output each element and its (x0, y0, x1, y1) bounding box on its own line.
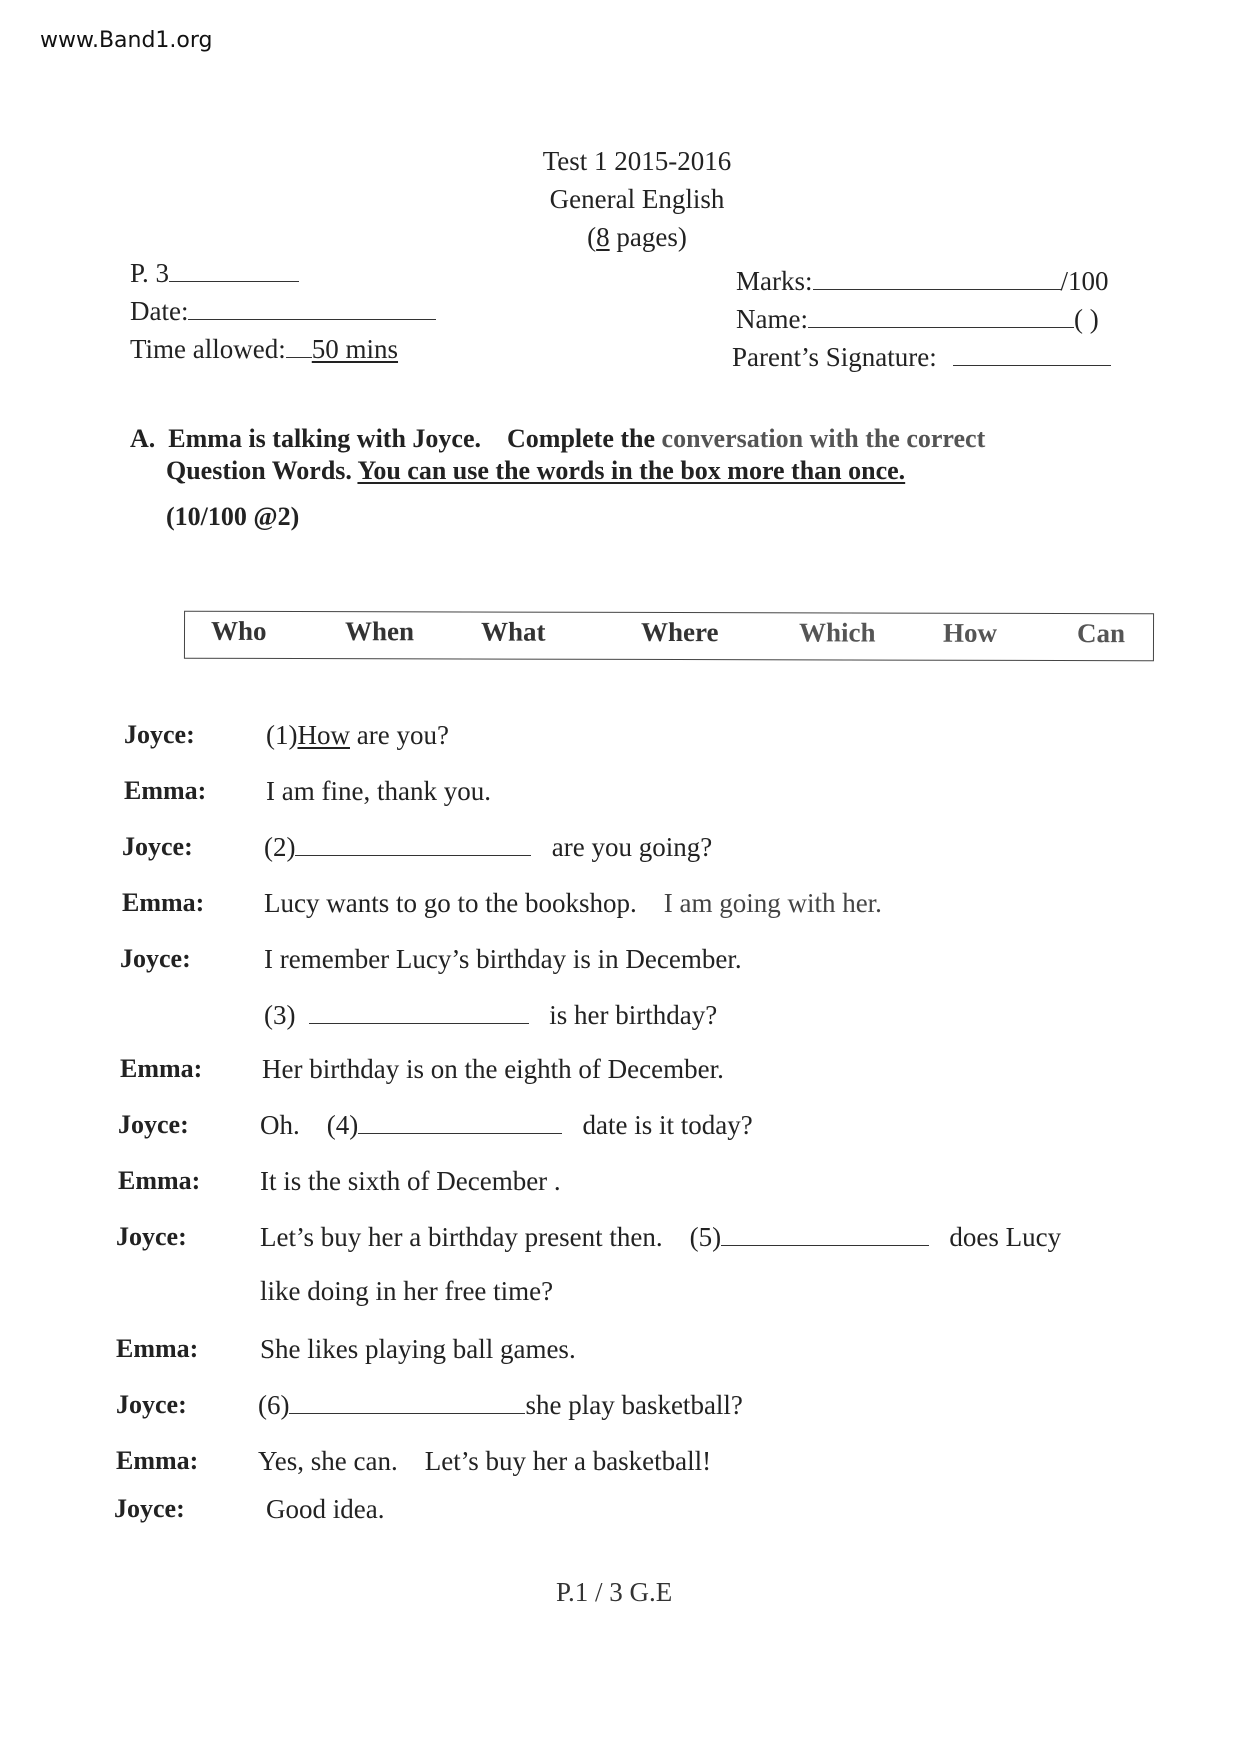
name-field (736, 304, 1099, 335)
section-a-marks: (10/100 @2) (166, 502, 300, 531)
answer-blank-6[interactable] (289, 1393, 525, 1414)
page-footer: P.1 / 3 G.E (556, 1577, 673, 1607)
answer-blank-4[interactable] (358, 1113, 562, 1134)
dialogue-line-8 (118, 1110, 753, 1140)
date-blank[interactable] (188, 297, 436, 320)
line-rest: are you going? (551, 832, 713, 862)
instruction-2: Complete the (507, 424, 656, 453)
question-number: (5) (689, 1222, 722, 1252)
time-field (130, 334, 398, 365)
word-how: How (942, 617, 998, 648)
line-text (264, 832, 712, 863)
sentence-2: I am going with her. (663, 888, 882, 918)
time-value: 50 mins (311, 334, 399, 364)
question-number: (3) (264, 1000, 296, 1030)
line-rest: date is it today? (582, 1110, 753, 1140)
signature-field (732, 342, 1111, 373)
section-letter: A. (130, 424, 156, 453)
line-rest: is her birthday? (549, 1000, 718, 1030)
date-label: Date: (130, 296, 189, 326)
dialogue-line-10 (116, 1222, 1062, 1306)
word-can: Can (1076, 618, 1126, 649)
website-watermark: www.Band1.org (40, 28, 213, 53)
instruction-3: conversation with the correct (661, 424, 986, 453)
dialogue-line-9 (118, 1166, 561, 1196)
class-blank[interactable] (169, 259, 299, 282)
line-continuation: like doing in her free time? (260, 1276, 554, 1306)
marks-label: Marks: (736, 266, 813, 296)
name-label: Name: (736, 304, 808, 334)
word-who: Who (210, 615, 267, 646)
marks-blank[interactable] (813, 267, 1061, 290)
question-number: (6) (258, 1390, 290, 1420)
section-a-instruction-line2 (166, 456, 905, 486)
time-underline (286, 337, 312, 358)
dialogue-line-3 (122, 832, 713, 862)
answer-blank-3[interactable] (309, 1003, 529, 1024)
line-text (266, 720, 449, 751)
dialogue-line-12 (116, 1390, 743, 1420)
speaker-label: Joyce: (116, 1222, 187, 1251)
marks-field (736, 266, 1109, 297)
line-text: Her birthday is on the eighth of December. (262, 1054, 724, 1084)
word-box (184, 611, 1154, 662)
speaker-label: Joyce: (114, 1494, 185, 1523)
line-text (258, 1446, 711, 1477)
dialogue-line-4 (122, 888, 882, 918)
name-blank[interactable] (808, 305, 1074, 328)
line-text (264, 1000, 717, 1031)
dialogue-line-13 (116, 1446, 712, 1476)
signature-blank[interactable] (953, 343, 1111, 366)
example-answer: How (297, 720, 350, 750)
sentence-1: Lucy wants to go to the bookshop. (264, 888, 637, 918)
instruction-4: Question Words. (166, 456, 352, 485)
speaker-label: Joyce: (116, 1390, 187, 1419)
line-rest: she play basketball? (525, 1390, 743, 1420)
speaker-label: Joyce: (120, 944, 191, 973)
date-field (130, 296, 436, 327)
dialogue-line-2 (124, 776, 491, 806)
word-where: Where (640, 616, 719, 648)
speaker-label: Emma: (120, 1054, 203, 1083)
sentence-1: Yes, she can. (258, 1446, 398, 1476)
line-text: I am fine, thank you. (266, 776, 491, 806)
time-label: Time allowed: (130, 334, 286, 364)
dialogue-line-11 (116, 1334, 576, 1364)
speaker-label: Joyce: (122, 832, 193, 861)
line-rest: does Lucy (949, 1222, 1062, 1252)
line-text (260, 1110, 753, 1141)
line-lead: Oh. (260, 1110, 300, 1140)
speaker-label: Joyce: (124, 720, 195, 749)
dialogue-line-14 (114, 1494, 385, 1524)
question-number: (4) (326, 1110, 359, 1140)
line-text (260, 1222, 1061, 1253)
word-what: What (480, 616, 546, 647)
line-text: I remember Lucy’s birthday is in December. (264, 944, 742, 974)
line-lead: Let’s buy her a birthday present then. (260, 1222, 663, 1252)
test-title: Test 1 2015-2016 (542, 146, 732, 176)
page-count (0, 222, 1240, 253)
speaker-label: Emma: (122, 888, 205, 917)
word-when: When (344, 616, 415, 647)
speaker-label: Emma: (116, 1446, 199, 1475)
pages-number: 8 (596, 222, 610, 252)
class-field (130, 258, 299, 289)
marks-total: /100 (1060, 266, 1109, 296)
signature-label: Parent’s Signature: (732, 342, 937, 372)
pages-prefix: ( (587, 222, 597, 252)
line-text: She likes playing ball games. (260, 1334, 576, 1364)
subject-title: General English (549, 184, 725, 214)
speaker-label: Joyce: (118, 1110, 189, 1139)
line-text (264, 888, 882, 919)
question-number: (2) (264, 832, 296, 862)
sentence-2: Let’s buy her a basketball! (424, 1446, 712, 1476)
speaker-label: Emma: (124, 776, 207, 805)
speaker-label: Emma: (116, 1334, 199, 1363)
pages-suffix: pages) (609, 222, 687, 252)
line-rest: are you? (349, 720, 449, 750)
line-text: It is the sixth of December . (260, 1166, 561, 1196)
answer-blank-2[interactable] (295, 835, 531, 856)
dialogue-line-5 (120, 944, 742, 974)
speaker-label: Emma: (118, 1166, 201, 1195)
instruction-5: You can use the words in the box more than once. (357, 456, 906, 485)
word-which: Which (798, 617, 876, 648)
line-text (258, 1390, 743, 1421)
class-label: P. 3 (130, 258, 170, 288)
answer-blank-5[interactable] (721, 1225, 929, 1246)
class-number-bracket: ( ) (1073, 304, 1099, 334)
section-a-instruction-line1 (130, 424, 985, 454)
instruction-1: Emma is talking with Joyce. (168, 424, 482, 453)
question-number: (1) (266, 720, 298, 750)
dialogue-line-1 (124, 720, 449, 750)
dialogue-line-7 (120, 1054, 724, 1084)
line-text: Good idea. (266, 1494, 385, 1524)
